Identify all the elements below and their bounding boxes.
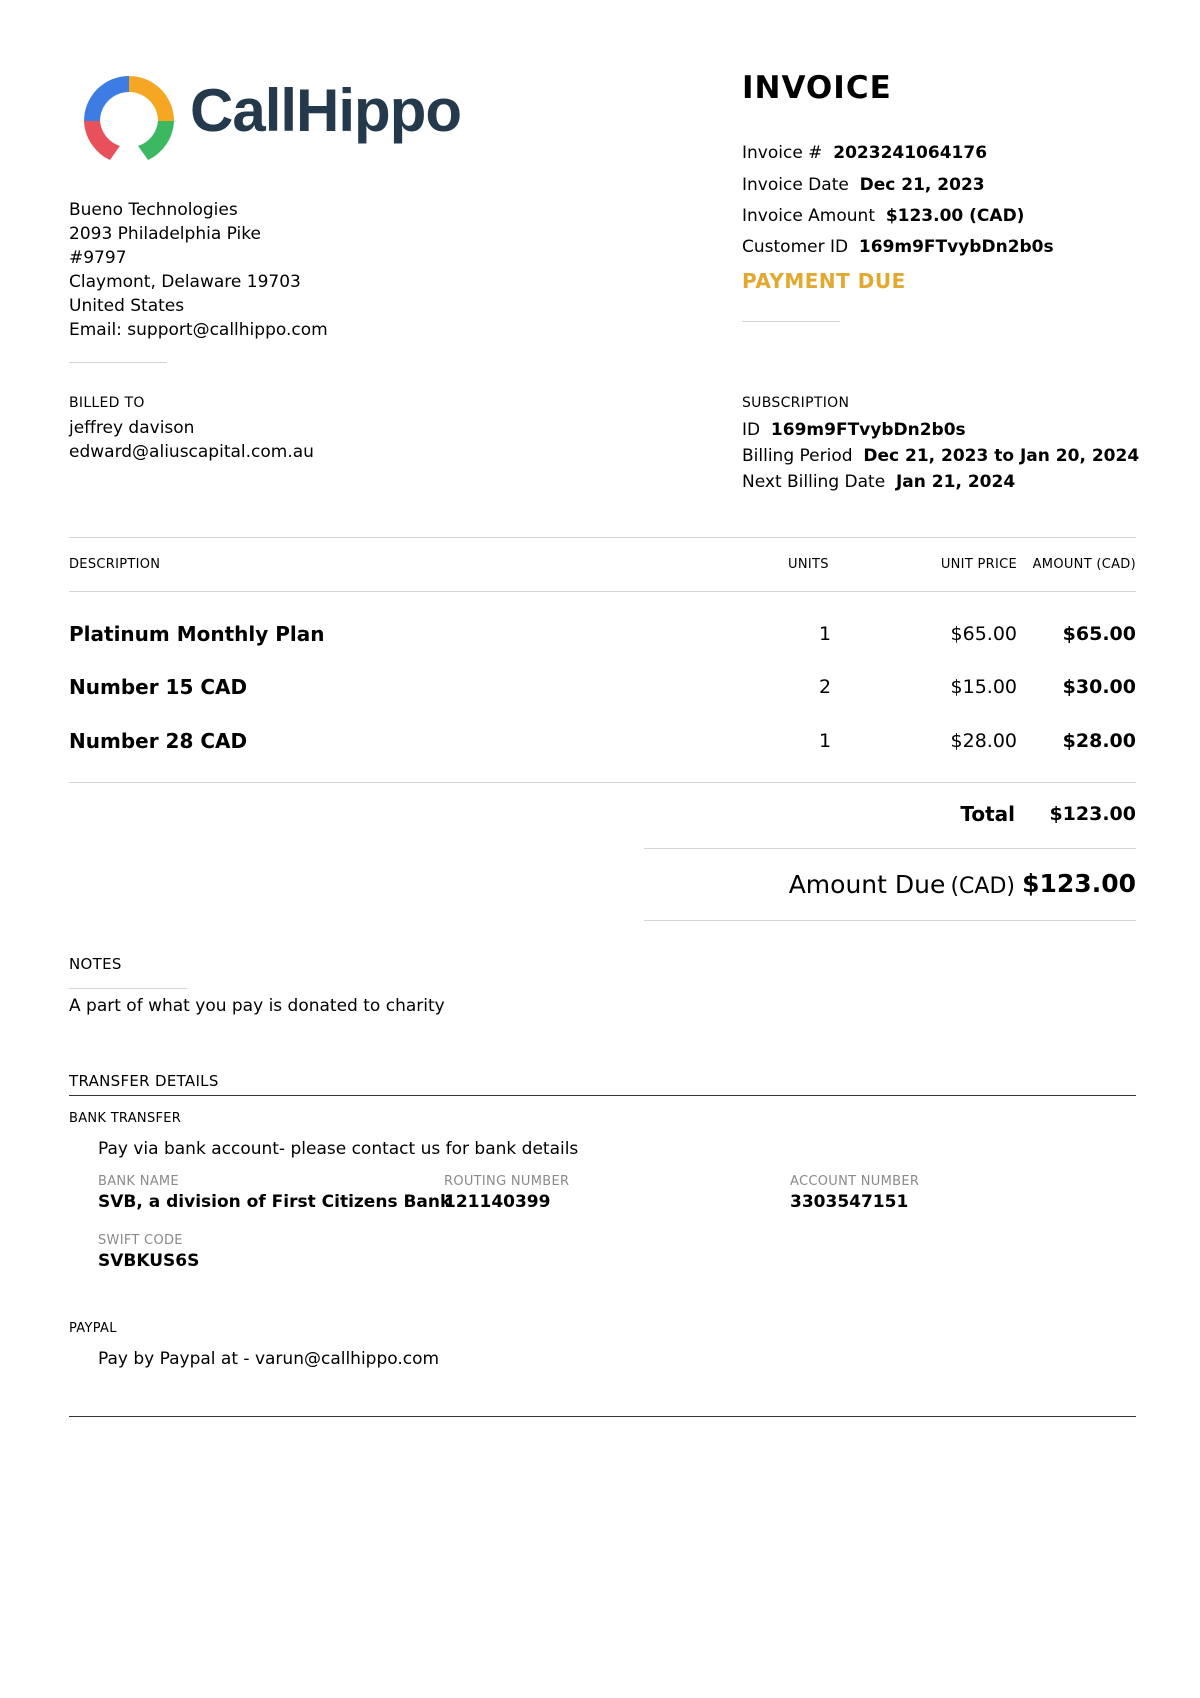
table-row [69,729,1136,759]
amount-due-divider [644,920,1136,921]
customer-id-label: Customer ID [742,237,849,257]
company-divider [69,362,167,363]
transfer-divider [69,1095,1136,1096]
next-billing-row [742,470,1015,494]
company-country: United States [69,296,185,316]
subscription-id: 169m9FTvybDn2b0s [770,420,966,440]
callhippo-logo-icon [80,72,178,160]
row-description: Number 28 CAD [69,729,248,753]
invoice-amount: $123.00 (CAD) [885,206,1025,226]
notes-divider [69,988,187,989]
row-description: Number 15 CAD [69,675,248,699]
status-badge: PAYMENT DUE [742,269,906,293]
header-amount: AMOUNT (CAD) [1032,557,1136,572]
bank-name-label: BANK NAME [98,1174,179,1189]
customer-id: 169m9FTvybDn2b0s [858,237,1054,257]
account-number: 3303547151 [790,1192,909,1212]
row-amount: $65.00 [1062,623,1136,645]
invoice-date-row [742,173,985,197]
transfer-heading: TRANSFER DETAILS [69,1072,219,1090]
table-top-divider [69,537,1136,538]
invoice-amount-row [742,204,1024,228]
customer-id-row [742,235,1054,259]
total-divider [644,848,1136,849]
invoice-date: Dec 21, 2023 [859,175,985,195]
company-email: Email: support@callhippo.com [69,320,328,340]
header-description: DESCRIPTION [69,557,161,572]
billed-to-heading: BILLED TO [69,395,145,411]
total-value: $123.00 [1049,803,1136,825]
company-address [69,198,328,342]
paypal-heading: PAYPAL [69,1321,117,1336]
billed-to-name: jeffrey davison [69,418,195,438]
row-unit-price: $65.00 [950,623,1017,645]
subscription-id-label: ID [742,420,761,440]
table-header-divider [69,591,1136,592]
billing-period-label: Billing Period [742,446,853,466]
row-description: Platinum Monthly Plan [69,622,325,646]
table-bottom-divider [69,782,1136,783]
invoice-number-row [742,141,987,165]
amount-due-label: Amount Due [788,870,946,899]
company-street: 2093 Philadelphia Pike [69,224,261,244]
row-unit-price: $15.00 [950,676,1017,698]
row-amount: $30.00 [1062,676,1136,698]
paypal-text: Pay by Paypal at - varun@callhippo.com [98,1349,440,1369]
row-units: 1 [819,623,832,645]
brand-name: CallHippo [190,77,461,144]
table-row [69,675,1136,705]
header-unit-price: UNIT PRICE [940,557,1017,572]
row-unit-price: $28.00 [950,730,1017,752]
notes-heading: NOTES [69,955,122,973]
table-row [69,622,1136,652]
subscription-id-row [742,418,966,442]
total-label: Total [960,802,1015,826]
invoice-number-label: Invoice # [742,143,823,163]
swift-code: SVBKUS6S [98,1251,200,1271]
invoice-amount-label: Invoice Amount [742,206,875,226]
company-name: Bueno Technologies [69,200,238,220]
invoice-number: 2023241064176 [833,143,988,163]
swift-code-label: SWIFT CODE [98,1233,183,1248]
routing-number: 121140399 [444,1192,551,1212]
next-billing-date: Jan 21, 2024 [895,472,1016,492]
account-number-label: ACCOUNT NUMBER [790,1174,920,1189]
next-billing-label: Next Billing Date [742,472,886,492]
bank-transfer-text: Pay via bank account- please contact us for bank details [98,1139,579,1159]
bank-name: SVB, a division of First Citizens Bank [98,1192,452,1212]
logo [80,70,500,160]
amount-due-value: $123.00 [1022,869,1136,898]
amount-due-currency: (CAD) [950,874,1015,899]
invoice-title: INVOICE [742,70,892,106]
row-amount: $28.00 [1062,730,1136,752]
amount-due-label-group [700,870,1015,899]
header-units: UNITS [788,557,829,572]
transfer-bottom-divider [69,1416,1136,1417]
row-units: 2 [819,676,832,698]
status-divider [742,321,840,322]
billing-period: Dec 21, 2023 to Jan 20, 2024 [863,446,1140,466]
routing-number-label: ROUTING NUMBER [444,1174,570,1189]
row-units: 1 [819,730,832,752]
subscription-heading: SUBSCRIPTION [742,395,850,411]
billing-period-row [742,444,1139,468]
company-city: Claymont, Delaware 19703 [69,272,301,292]
notes-text: A part of what you pay is donated to charity [69,996,445,1016]
company-suite: #9797 [69,248,127,268]
bank-transfer-heading: BANK TRANSFER [69,1111,182,1126]
invoice-date-label: Invoice Date [742,175,849,195]
billed-to-email: edward@aliuscapital.com.au [69,442,314,462]
